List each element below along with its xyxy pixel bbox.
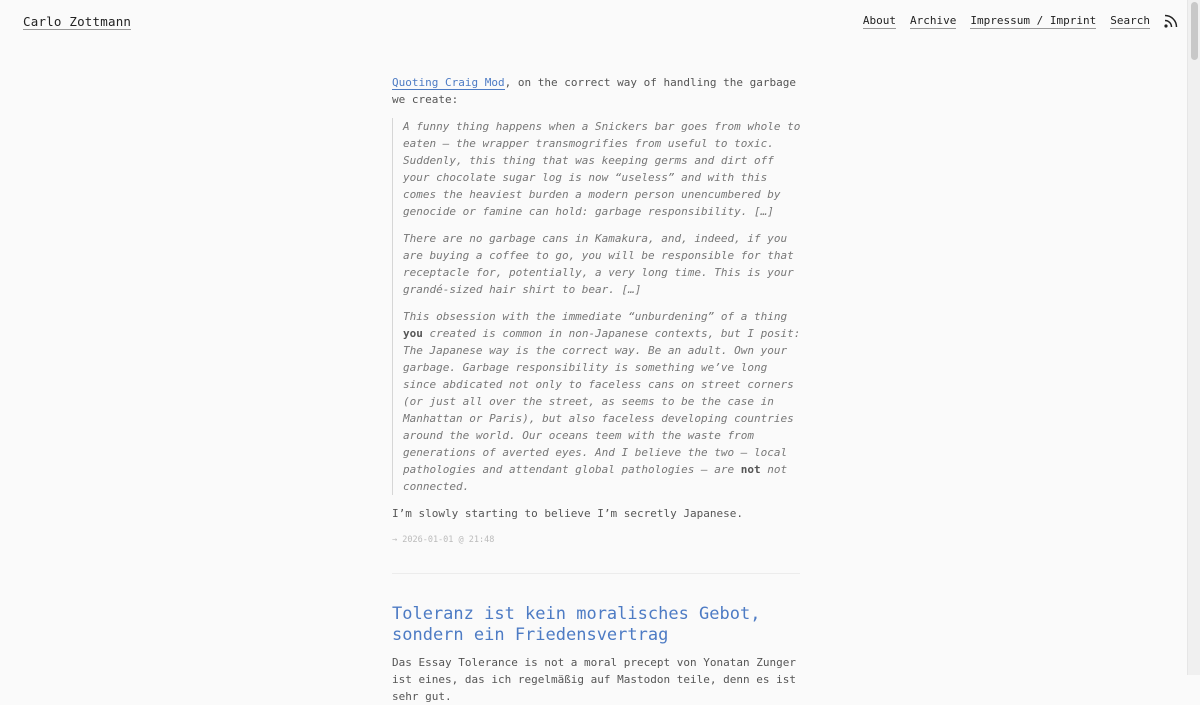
nav-archive[interactable]: Archive — [910, 14, 957, 27]
quote-p3-part-c: not connected. — [403, 463, 788, 493]
post-divider — [392, 573, 800, 574]
quote-p3-emphasis: you — [403, 327, 423, 340]
post-toleranz — [392, 604, 804, 705]
nav-search[interactable]: Search — [1110, 14, 1150, 27]
main-nav — [863, 13, 1178, 29]
post-permalink[interactable]: → 2026-01-01 @ 21:48 — [392, 535, 495, 545]
post-outro: I’m slowly starting to believe I’m secretly Japanese. — [392, 507, 743, 520]
site-title-link[interactable]: Carlo Zottmann — [23, 14, 132, 29]
site-header — [0, 0, 1188, 44]
blockquote — [392, 118, 804, 495]
quote-paragraph-1: A funny thing happens when a Snickers bar goes from whole to eaten — the wrapper transmogrifies from useful to toxic. Suddenly, this thing that was keeping germs and dirt off your chocolate sugar log is now “useless” and with this comes the heaviest burden a modern person unencumbered by genocide or famine can hold: garbage responsibility. […] — [403, 120, 801, 218]
post-excerpt: Das Essay Tolerance is not a moral precept von Yonatan Zunger ist eines, das ich regelmäßig auf Mastodon teile, denn es ist sehr gut. — [392, 656, 796, 703]
nav-about[interactable]: About — [862, 14, 897, 27]
post-intro — [392, 74, 804, 108]
post-title-link[interactable]: Toleranz ist kein moralisches Gebot, sondern ein Friedensvertrag — [392, 604, 761, 645]
quote-p3-part-a: This obsession with the immediate “unburdening” of a thing — [403, 310, 788, 323]
main-content — [392, 74, 804, 705]
quote-source-link[interactable]: Quoting Craig Mod — [392, 76, 505, 89]
rss-icon[interactable] — [1164, 14, 1178, 28]
quote-p3-part-b: created is common in non-Japanese contexts, but I posit: The Japanese way is the correct way. Be an adult. Own your garbage. Garbage responsibility is something we’ve long since abdicated not only to faceless cans on street corners (or just all over the street, as seems to be the case in Manhattan or Paris), but also faceless developing countries around the world. Our oceans teem with the waste from generations of averted eyes. And I believe the two — local pathologies and attendant global pathologies — are — [403, 327, 801, 476]
quote-paragraph-3 — [403, 308, 804, 495]
scrollbar-thumb[interactable] — [1191, 2, 1198, 60]
quote-p3-emphasis-2: not — [740, 463, 761, 476]
scrollbar[interactable] — [1187, 0, 1200, 675]
quote-paragraph-2: There are no garbage cans in Kamakura, and, indeed, if you are buying a coffee to go, you will be responsible for that receptacle for, potentially, a very long time. This is your grandé-sized hair shirt to bear. […] — [403, 232, 794, 296]
nav-imprint[interactable]: Impressum / Imprint — [970, 14, 1097, 27]
post-quote — [392, 74, 804, 549]
intro-text: , on the correct way of handling the garbage we create: — [392, 76, 796, 106]
